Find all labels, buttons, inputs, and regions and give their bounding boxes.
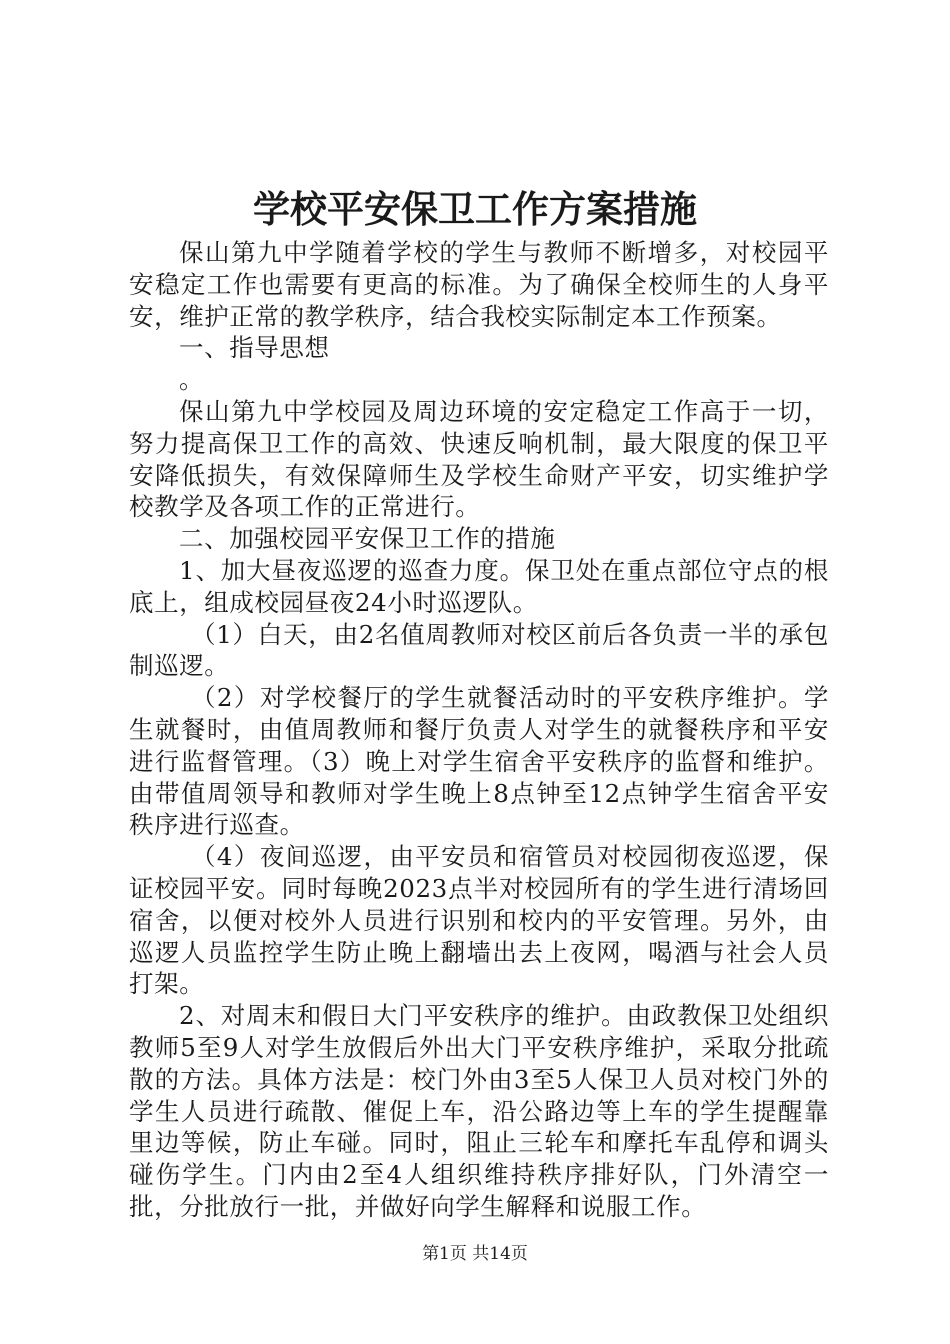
paragraph-measure-1-sub-1: （1）白天，由2名值周教师对校区前后各负责一半的承包制巡逻。: [129, 619, 829, 681]
paragraph-intro: 保山第九中学随着学校的学生与教师不断增多，对校园平安稳定工作也需要有更高的标准。为了确保全校师生的人身平安，维护正常的教学秩序，结合我校实际制定本工作预案。: [129, 238, 829, 331]
paragraph-period: 。: [179, 365, 205, 395]
paragraph-measure-2: 2、对周末和假日大门平安秩序的维护。由政教保卫处组织教师5至9人对学生放假后外出大门平安秩序维护，采取分批疏散的方法。具体方法是：校门外由3至5人保卫人员对校门外的学生人员进行疏散、催促上车，沿公路边等上车的学生提醒靠里边等候，防止车碰。同时，阻止三轮车和摩托车乱停和调头碰伤学生。门内由2至4人组织维持秩序排好队，门外清空一批，分批放行一批，并做好向学生解释和说服工作。: [129, 1001, 829, 1221]
heading-guiding-thought: 一、指导思想: [179, 333, 330, 363]
paragraph-measure-1: 1、加大昼夜巡逻的巡查力度。保卫处在重点部位守点的根底上，组成校园昼夜24小时巡逻队。: [129, 555, 829, 617]
heading-measures: 二、加强校园平安保卫工作的措施: [179, 524, 556, 554]
paragraph-measure-1-sub-2-3: （2）对学校餐厅的学生就餐活动时的平安秩序维护。学生就餐时，由值周教师和餐厅负责人对学生的就餐秩序和平安进行监督管理。（3）晚上对学生宿舍平安秩序的监督和维护。由带值周领导和教师对学生晚上8点钟至12点钟学生宿舍平安秩序进行巡查。: [129, 683, 829, 840]
document-title: 学校平安保卫工作方案措施: [253, 187, 697, 231]
paragraph-guiding-content: 保山第九中学校园及周边环境的安定稳定工作高于一切，努力提高保卫工作的高效、快速反响机制，最大限度的保卫平安降低损失，有效保障师生及学校生命财产平安，切实维护学校教学及各项工作的正常进行。: [129, 396, 829, 522]
document-body: [129, 237, 829, 1223]
page-footer: 第1页 共14页: [422, 1244, 528, 1264]
paragraph-measure-1-sub-4: （4）夜间巡逻，由平安员和宿管员对校园彻夜巡逻，保证校园平安。同时每晚2023点半对校园所有的学生进行清场回宿舍，以便对校外人员进行识别和校内的平安管理。另外，由巡逻人员监控学生防止晚上翻墙出去上夜网，喝酒与社会人员打架。: [129, 842, 829, 999]
